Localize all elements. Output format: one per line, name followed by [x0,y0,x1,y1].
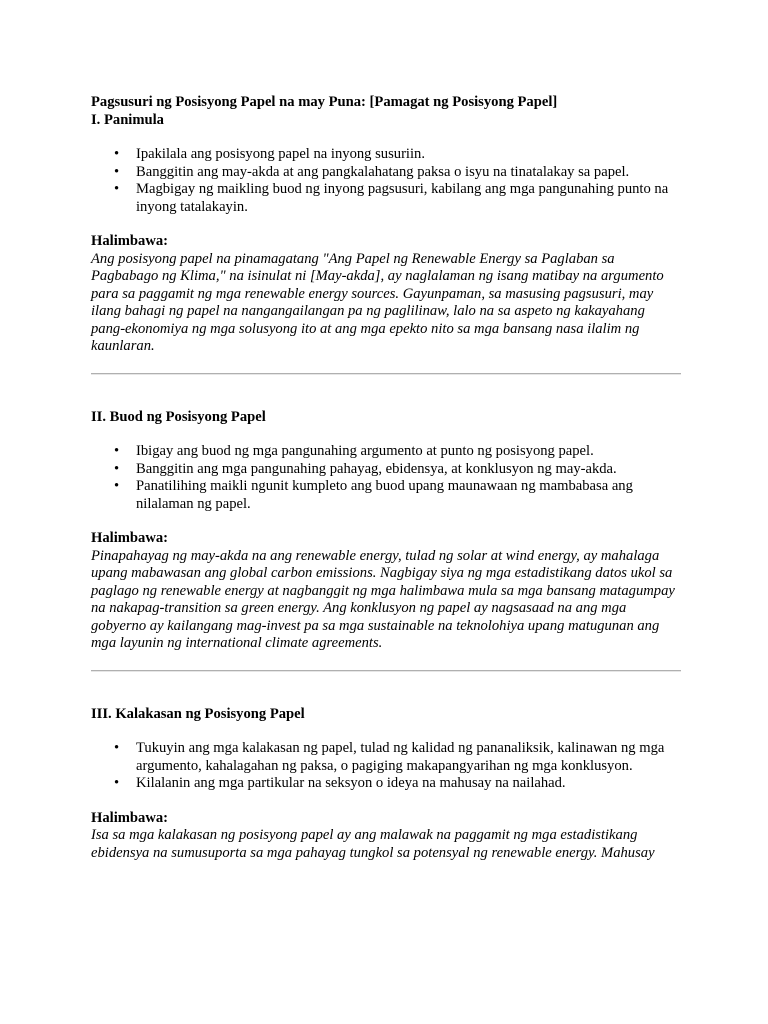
bullet-list [91,443,681,513]
list-item: • Panatilihing maikli ngunit kumpleto ang buod upang maunawaan ng mambabasa ang nilalaman ng papel. [136,478,681,513]
bullet-list [91,740,681,793]
list-item: • Banggitin ang mga pangunahing pahayag, ebidensya, at konklusyon ng may-akda. [136,461,681,479]
list-item: • Ipakilala ang posisyong papel na inyong susuriin. [136,146,681,164]
document-page [91,94,681,862]
example-text: Pinapahayag ng may-akda na ang renewable energy, tulad ng solar at wind energy, ay mahalaga upang mabawasan ang global carbon emissions. Nagbigay siya ng mga estadistikang datos ukol sa paglago ng renewable energy at nagbanggit ng mga halimbawa mula sa mga bansang matagumpay na nakapag-transition sa green energy. Ang konklusyon ng papel ay nagsasaad na ang mga gobyerno ay kailangang mag-invest pa sa mga sustainable na teknolohiya upang matugunan ang mga layunin ng international climate agreements. [91,547,675,651]
section-heading: III. Kalakasan ng Posisyong Papel [91,705,305,722]
bullet-list [91,146,681,216]
example-label: Halimbawa: [91,809,169,826]
list-item: • Ibigay ang buod ng mga pangunahing argumento at punto ng posisyong papel. [136,443,681,461]
section-heading: I. Panimula [91,111,164,128]
example-label: Halimbawa: [91,530,169,546]
list-item: • Banggitin ang may-akda at ang pangkalahatang paksa o isyu na tinatalakay sa papel. [136,164,681,182]
section-summary [91,409,681,653]
section-strengths [91,706,681,863]
document-title: Pagsusuri ng Posisyong Papel na may Puna: [Pamagat ng Posisyong Papel] [91,94,558,110]
list-item: • Kilalanin ang mga partikular na seksyon o ideya na mahusay na nailahad. [136,775,681,793]
section-divider [91,670,681,672]
list-item: • Magbigay ng maikling buod ng inyong pagsusuri, kabilang ang mga pangunahing punto na inyong tatalakayin. [136,181,681,216]
example-text: Ang posisyong papel na pinamagatang "Ang Papel ng Renewable Energy sa Paglaban sa Pagbabago ng Klima," na isinulat ni [May-akda], ay naglalaman ng isang matibay na argumento para sa paggamit ng mga renewable energy sources. Gayunpaman, sa masusing pagsusuri, may ilang bahagi ng papel na nangangailangan pa ng paglilinaw, lalo na sa aspeto ng kakayahang pang-ekonomiya ng mga solusyong ito at ang mga epekto nito sa mga bansang nasa ilalim ng kaunlaran. [91,250,664,354]
section-heading: II. Buod ng Posisyong Papel [91,408,266,425]
list-item: • Tukuyin ang mga kalakasan ng papel, tulad ng kalidad ng pananaliksik, kalinawan ng mga argumento, kahalagahan ng paksa, o pagiging makapangyarihan ng mga konklusyon. [136,740,681,775]
example-label: Halimbawa: [91,233,169,249]
section-introduction [91,112,681,356]
example-text: Isa sa mga kalakasan ng posisyong papel ay ang malawak na paggamit ng mga estadistikang ebidensya na sumusuporta sa mga pahayag tungkol sa potensyal ng renewable energy. Mahusay [91,827,655,861]
section-divider [91,373,681,375]
